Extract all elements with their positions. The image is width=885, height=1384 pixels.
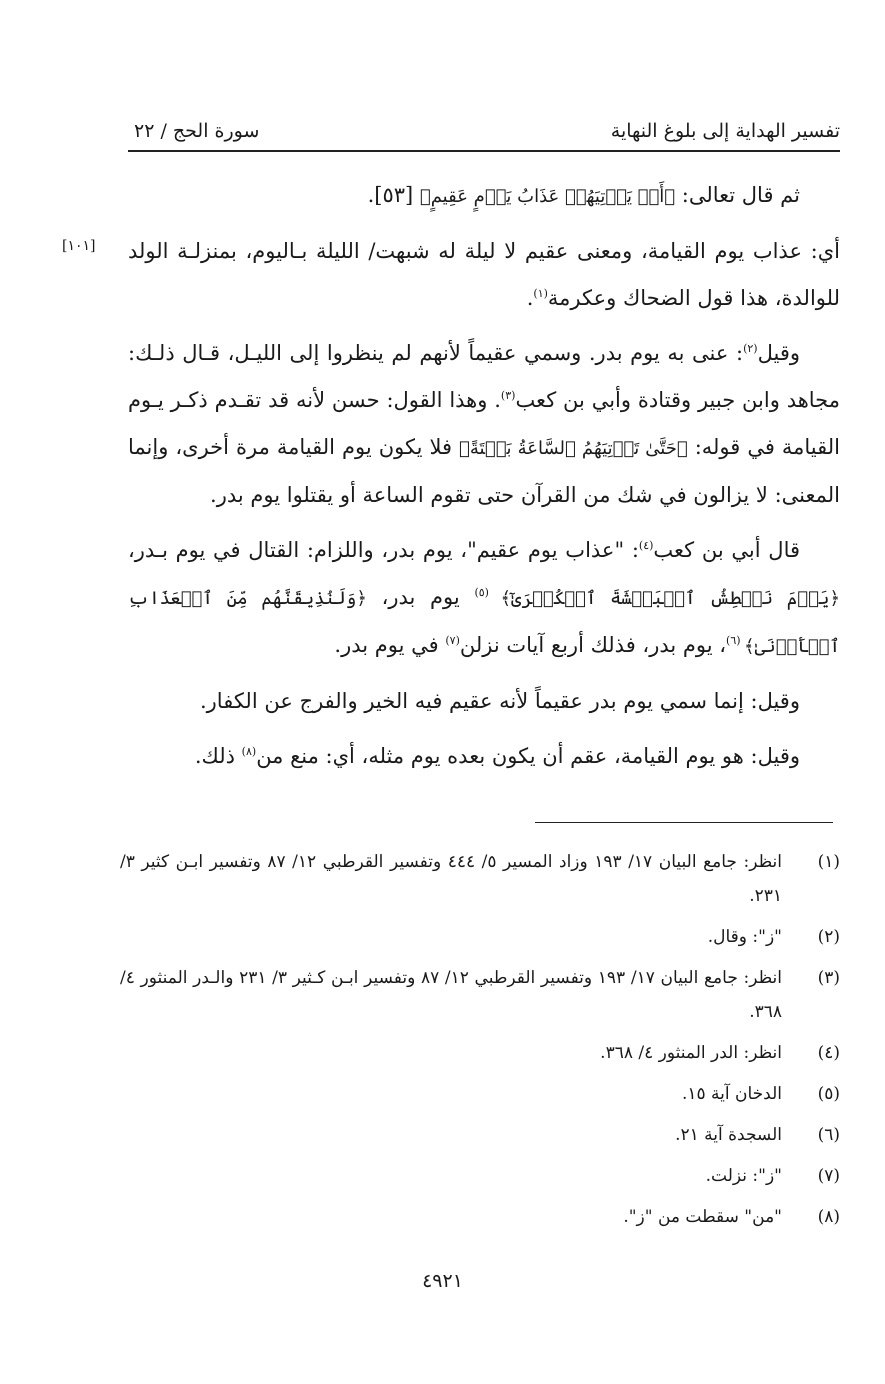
- footnote-number: (٢): [817, 927, 840, 947]
- footnote-number: (٦): [817, 1125, 840, 1145]
- footnote-item: [120, 920, 840, 954]
- footnotes: [120, 845, 840, 1241]
- paragraph-text: ذلك.: [194, 744, 242, 768]
- quran-quote: ﴿وَلَنُذِيقَنَّهُم مِّنَ ٱلۡعَذَابِ ٱلۡأَدۡنَىٰ﴾: [128, 588, 840, 657]
- footnote-item: [120, 1077, 840, 1111]
- paragraph-1: [128, 228, 840, 322]
- paragraph-text: قال أبي بن كعب: [653, 538, 801, 562]
- footnote-ref: (٥): [474, 586, 501, 599]
- footnote-item: [120, 1159, 840, 1193]
- footnote-ref: (٧): [445, 634, 460, 647]
- paragraph-text: فلا يكون يوم القيامة مرة أخرى، وإنما المعنى: لا يزالون في شك من القرآن حتى تقوم الساعة أو يقتلوا يوم بدر.: [128, 435, 840, 507]
- footnote-text: "من" سقطت من "ز".: [623, 1207, 782, 1227]
- verse-intro: ثم قال تعالى:: [675, 183, 800, 207]
- paragraph-text: يوم بدر،: [366, 585, 475, 609]
- surah-info: سورة الحج / ٢٢: [134, 120, 260, 142]
- quran-quote: ﴿حَتَّىٰ تَأۡتِيَهُمُ ٱلسَّاعَةُ بَغۡتَةً﴾: [459, 438, 688, 459]
- footnote-number: (١): [817, 852, 840, 872]
- quran-quote: ﴿أَوۡ يَأۡتِيَهُمۡ عَذَابُ يَوۡمٍ عَقِيمٍ﴾: [419, 186, 676, 207]
- footnote-ref: (١): [533, 287, 548, 300]
- footnote-number: (٣): [817, 968, 840, 988]
- footnote-text: انظر: الدر المنثور ٤/ ٣٦٨.: [600, 1043, 782, 1063]
- footnote-text: "ز": نزلت.: [705, 1166, 782, 1186]
- paragraph-text: : "عذاب يوم عقيم"، يوم بدر، واللزام: القتال في يوم بـدر،: [128, 538, 639, 562]
- footnote-ref: (٣): [500, 389, 516, 402]
- paragraph-text: : عنى به يوم بدر. وسمي عقيماً لأنهم لم ينظروا إلى الليـل، قـال ذلـك: مجاهد وابن جبير وقتادة وأبي بن كعب: [128, 341, 840, 412]
- paragraph-text: وقيل: [757, 341, 800, 365]
- book-title: تفسير الهداية إلى بلوغ النهاية: [610, 120, 840, 142]
- paragraph-5: [128, 733, 840, 780]
- margin-reference: [١٠١]: [62, 238, 96, 254]
- paragraph-text: في يوم بدر.: [334, 633, 446, 657]
- footnote-item: [120, 1200, 840, 1234]
- footnote-ref: (٢): [743, 342, 758, 355]
- page-number: ٤٩٢١: [422, 1270, 463, 1292]
- footnote-number: (٨): [817, 1207, 840, 1227]
- footnote-ref: (٦): [726, 634, 745, 647]
- paragraph-text: .: [526, 286, 534, 310]
- footnote-item: [120, 961, 840, 1029]
- paragraph-text: . وهذا القول: حسن لأنه قد تقـدم ذكـر يـوم القيامة في قوله:: [128, 388, 840, 459]
- main-text: [128, 172, 840, 788]
- running-header: [128, 116, 840, 150]
- quran-quote: ﴿يَوۡمَ نَبۡطِشُ ٱلۡبَطۡشَةَ ٱلۡكُبۡرَىٰٓ﴾: [500, 588, 840, 609]
- paragraph-4: [128, 678, 840, 725]
- paragraph-text: وقيل: هو يوم القيامة، عقم أن يكون بعده يوم مثله، أي: منع من: [256, 744, 800, 768]
- paragraph-text: ، يوم بدر، فذلك أربع آيات نزلن: [459, 633, 727, 657]
- paragraph-text: أي: عذاب يوم القيامة، ومعنى عقيم لا ليلة له شبهت/ الليلة بـاليوم، بمنزلـة الولد للوالدة، هذا قول الضحاك وعكرمة: [128, 239, 840, 310]
- paragraph-2: [128, 330, 840, 519]
- footnote-number: (٤): [817, 1043, 840, 1063]
- footnote-text: "ز": وقال.: [707, 927, 782, 947]
- paragraph-3: [128, 527, 840, 670]
- verse-number: [٥٣].: [367, 183, 420, 207]
- footnote-text: السجدة آية ٢١.: [675, 1125, 782, 1145]
- footnote-number: (٥): [817, 1084, 840, 1104]
- footnote-ref: (٤): [638, 539, 654, 552]
- footnote-number: (٧): [817, 1166, 840, 1186]
- footnote-text: انظر: جامع البيان ١٧/ ١٩٣ وتفسير القرطبي ١٢/ ٨٧ وتفسير ابـن كـثير ٣/ ٢٣١ والـدر المنثور ٤/ ٣٦٨.: [120, 968, 782, 1022]
- footnote-item: [120, 1036, 840, 1070]
- footnote-ref: (٨): [241, 745, 257, 758]
- paragraph-text: وقيل: إنما سمي يوم بدر عقيماً لأنه عقيم فيه الخير والفرج عن الكفار.: [199, 689, 800, 713]
- footnote-text: الدخان آية ١٥.: [681, 1084, 782, 1104]
- footnote-item: [120, 1118, 840, 1152]
- header-rule: [128, 150, 840, 152]
- footnote-item: [120, 845, 840, 913]
- footnote-separator: [535, 822, 833, 823]
- footnote-text: انظر: جامع البيان ١٧/ ١٩٣ وزاد المسير ٥/ ٤٤٤ وتفسير القرطبي ١٢/ ٨٧ وتفسير ابـن كثير ٣/ ٢٣١.: [120, 852, 782, 906]
- verse-paragraph: [128, 172, 840, 220]
